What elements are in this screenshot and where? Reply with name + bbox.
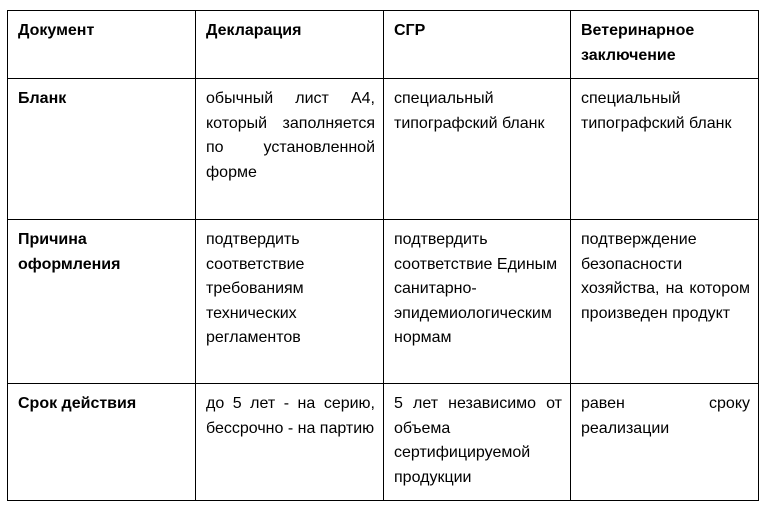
header-cell-document: Документ [8, 11, 196, 79]
table-cell: подтвердить соответствие требованиям технических регламентов [196, 220, 384, 384]
table-row [8, 220, 759, 384]
table-cell: специальный типографский бланк [384, 79, 571, 220]
table-cell: 5 лет независимо от объема сертифицируемой продукции [384, 384, 571, 501]
table-cell: подтверждение безопасности хозяйства, на котором произведен продукт [571, 220, 759, 384]
header-cell-vet-conclusion: Ветеринарное заключение [571, 11, 759, 79]
comparison-table [7, 10, 759, 501]
header-cell-declaration: Декларация [196, 11, 384, 79]
table-row [8, 79, 759, 220]
table-row [8, 384, 759, 501]
header-cell-sgr: СГР [384, 11, 571, 79]
table-cell: до 5 лет - на серию, бессрочно - на партию [196, 384, 384, 501]
table-cell: подтвердить соответствие Единым санитарно-эпидемиологическим нормам [384, 220, 571, 384]
table-cell: обычный лист А4, который заполняется по установленной форме [196, 79, 384, 220]
row-label-blank: Бланк [8, 79, 196, 220]
table-header-row [8, 11, 759, 79]
table-cell: равен сроку реализации [571, 384, 759, 501]
row-label-reason: Причина оформления [8, 220, 196, 384]
table-cell: специальный типографский бланк [571, 79, 759, 220]
row-label-validity: Срок действия [8, 384, 196, 501]
